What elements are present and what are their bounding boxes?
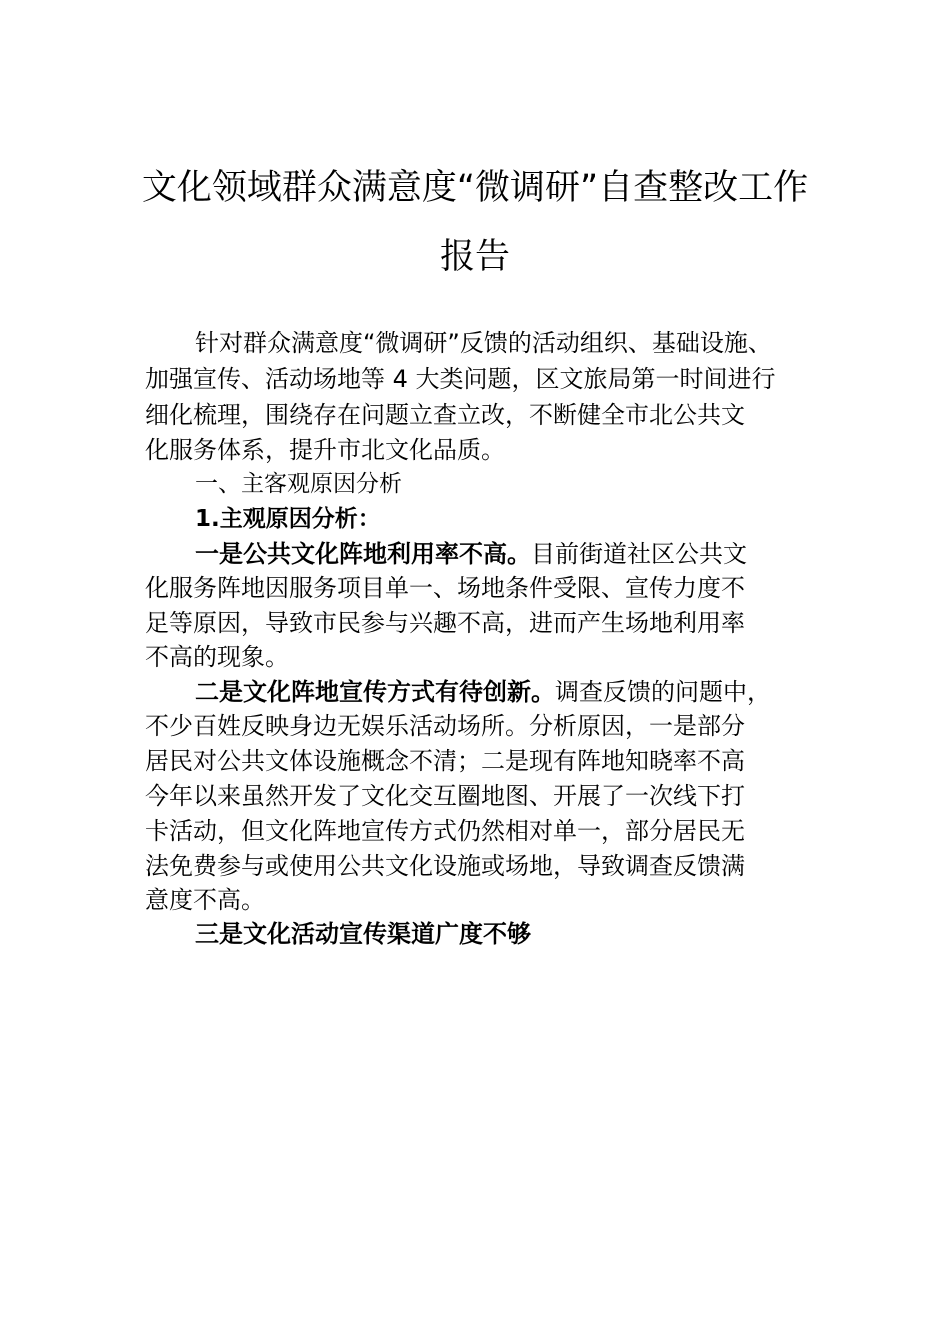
point-1-first-line [195, 537, 747, 571]
point-2-line: 不少百姓反映身边无娱乐活动场所。分析原因，一是部分 [145, 712, 745, 740]
point-2-line: 居民对公共文体设施概念不清；二是现有阵地知晓率不高 [145, 747, 745, 775]
point-2-line: 今年以来虽然开发了文化交互圈地图、开展了一次线下打 [145, 782, 745, 810]
point-1-text: 目前街道社区公共文 [531, 540, 747, 568]
intro-line: 化服务体系，提升市北文化品质。 [145, 436, 505, 464]
document-title-line-2: 报告 [439, 237, 510, 277]
point-1-line: 不高的现象。 [145, 643, 289, 671]
point-2-line: 法免费参与或使用公共文化设施或场地，导致调查反馈满 [145, 852, 745, 880]
section-heading: 一、主客观原因分析 [195, 471, 402, 497]
point-2-lead: 二是文化阵地宣传方式有待创新。 [195, 678, 555, 706]
point-1-lead: 一是公共文化阵地利用率不高。 [195, 540, 531, 568]
intro-line: 针对群众满意度“微调研”反馈的活动组织、基础设施、 [195, 329, 772, 357]
point-2-first-line [195, 675, 771, 709]
point-3-lead: 三是文化活动宣传渠道广度不够 [195, 920, 531, 948]
point-1-line: 足等原因，导致市民参与兴趣不高，进而产生场地利用率 [145, 609, 745, 637]
intro-line: 加强宣传、活动场地等 4 大类问题，区文旅局第一时间进行 [145, 365, 776, 393]
point-1-line: 化服务阵地因服务项目单一、场地条件受限、宣传力度不 [145, 574, 745, 602]
point-2-line: 卡活动，但文化阵地宣传方式仍然相对单一，部分居民无 [145, 817, 745, 845]
subheading: 1.主观原因分析： [195, 506, 381, 532]
document-title-line-1: 文化领域群众满意度“微调研”自查整改工作 [141, 168, 809, 208]
intro-line: 细化梳理，围绕存在问题立查立改，不断健全市北公共文 [145, 401, 745, 429]
point-2-text: 调查反馈的问题中， [555, 678, 771, 706]
point-2-line: 意度不高。 [145, 886, 265, 914]
